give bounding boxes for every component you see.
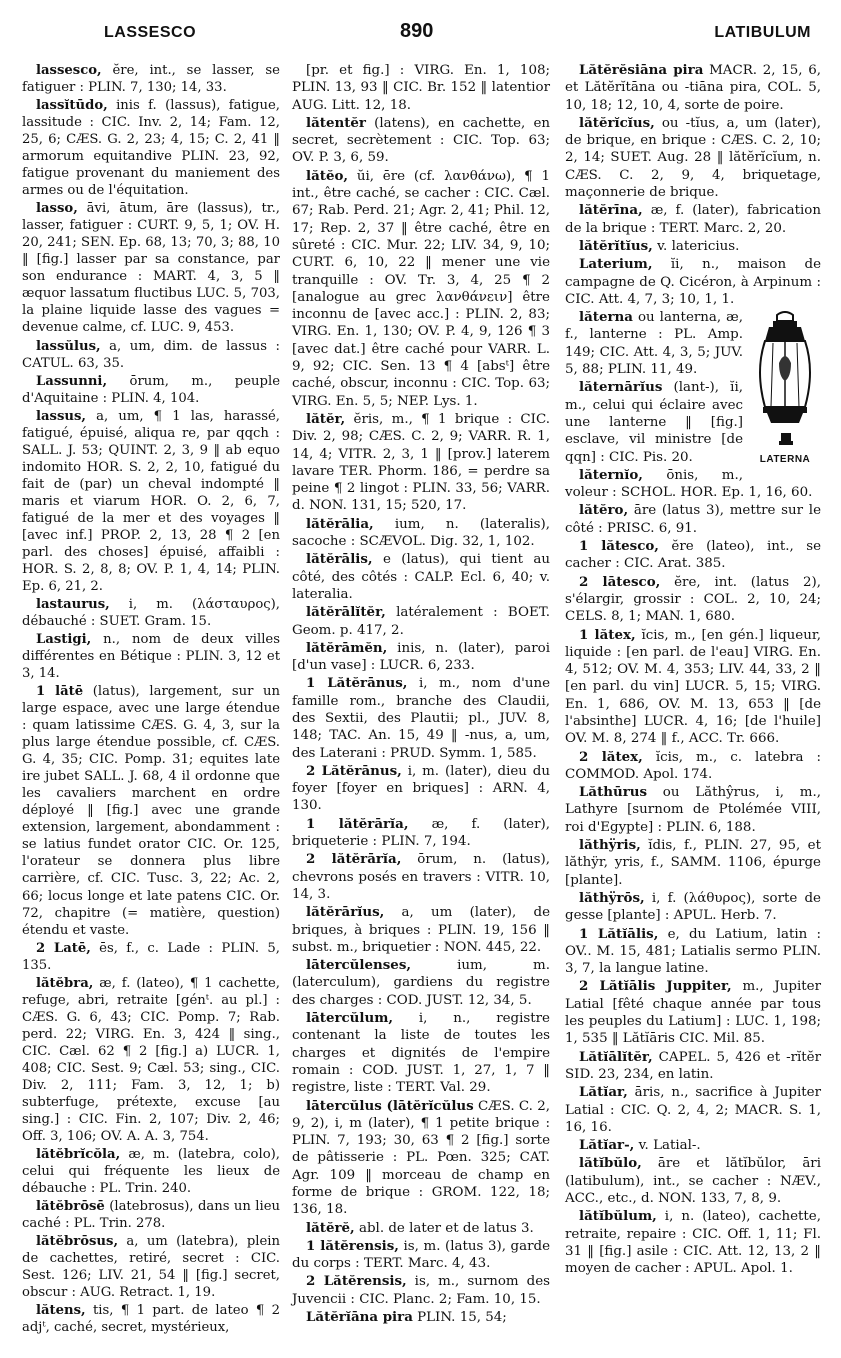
entry-definition: CÆS. C. 2, 9, 2), i, m (later), ¶ 1 petite brique : PLIN. 7, 193; 30, 63 ¶ 2 [fig.] sorte de pâtisserie : PL. Pœn. 325; CAT. Agr. 109 ‖ morceau de champ en forme de brique : GROM. 122, 18; 136, 18.	[292, 1098, 550, 1218]
entry-headword: 2 lātesco,	[579, 573, 661, 590]
dictionary-entry	[22, 200, 280, 336]
dictionary-entry	[565, 1084, 821, 1136]
entry-headword: lăthÿris,	[579, 837, 641, 854]
entry-headword: 1 lătĕrārĭa,	[306, 815, 409, 832]
entry-definition: inis f. (lassus), fatigue, lassitude : CIC. Inv. 2, 14; Fam. 12, 25, 6; CÆS. G. 2, 23; 4, 15; C. 2, 41 ‖ armorum equitandive PLIN. 23, 92, fatigue provenant du maniement des armes ou de l'équitation.	[22, 98, 280, 199]
entry-headword: lătĕrīna,	[579, 202, 643, 219]
dictionary-entry	[292, 516, 550, 551]
dictionary-entry	[22, 408, 280, 595]
entry-headword: lăthÿrōs,	[579, 889, 645, 906]
lantern-illustration	[749, 311, 821, 471]
entry-headword: lastaurus,	[36, 596, 110, 612]
entry-definition: v. latericius.	[652, 238, 740, 254]
entry-definition: a, um (later), de briques, à briques : PLIN. 19, 156 ‖ subst. m., briquetier : NON. 445, 22.	[292, 905, 550, 955]
entry-headword: 1 lătex,	[579, 626, 636, 643]
entry-headword: lătĕrārĭus,	[306, 904, 385, 921]
entry-headword: lătĕro,	[579, 502, 629, 519]
column-3-rest	[565, 538, 821, 1277]
entry-definition: ēs, f., c. Lade : PLIN. 5, 135.	[22, 940, 280, 973]
entry-definition: latéralement : BOET. Geom. p. 417, 2.	[292, 605, 550, 638]
entry-headword: lātercŭlenses,	[306, 957, 412, 974]
entry-headword: Lătĭar-,	[579, 1137, 635, 1154]
entry-definition: is, m. (latus 3), garde du corps : TERT. Marc. 4, 43.	[292, 1238, 551, 1272]
entry-definition: tis, ¶ 1 part. de lateo ¶ 2 adjᵗ, caché, secret, mystérieux,	[22, 1303, 280, 1336]
entry-definition: ĕre (lateo), int., se cacher : CIC. Arat. 385.	[565, 539, 822, 572]
entry-definition: ou -tĭus, a, um (later), de brique, en brique : CÆS. C. 2, 10; 2, 14; SUET. Aug. 28 ‖ lătĕrĭcĭum, n. CÆS. C. 2, 9, 4, briquetage, maçonnerie de brique.	[565, 115, 821, 201]
entry-headword: lātercŭlum,	[306, 1010, 394, 1027]
lantern-icon	[749, 311, 821, 451]
dictionary-entry	[292, 168, 550, 410]
entry-headword: lătĕbrōsus,	[36, 1234, 119, 1250]
entry-definition: a, um (latebra), plein de cachettes, retiré, secret : CIC. Sest. 126; LIV. 21, 54 ‖ [fig.] secret, obscur : AUG. Retract. 1, 19.	[22, 1234, 280, 1301]
header-right-guideword: LATIBULUM	[714, 24, 811, 41]
dictionary-entry	[565, 1155, 821, 1207]
dictionary-entry	[292, 1010, 550, 1096]
dictionary-entry	[292, 904, 550, 956]
dictionary-entry	[22, 940, 280, 974]
dictionary-entry	[292, 1273, 550, 1308]
dictionary-entry	[292, 1238, 550, 1273]
entry-headword: lasso,	[36, 201, 78, 217]
dictionary-entry	[292, 1220, 550, 1237]
dictionary-entry	[565, 502, 821, 537]
entry-definition: v. Latial-.	[634, 1138, 701, 1154]
entry-definition: ĭcis, m., [en gén.] liqueur, liquide : [en parl. de l'eau] VIRG. En. 4, 512; OV. M. 4, 353; LIV. 44, 33, 2 ‖ [en parl. du vin] LUCR. 5, 15; VIRG. En. 1, 686, OV. M. 13, 653 ‖ [de l'absinthe] LUCR. 4, 16; [de l'huile] OV. M. 8, 274 ‖ f., ACC. Tr. 666.	[565, 627, 821, 747]
dictionary-entry	[22, 338, 280, 372]
entry-headword: 1 lātē	[36, 684, 84, 700]
dictionary-entry	[292, 816, 550, 851]
entry-definition: ĕris, m., ¶ 1 brique : CIC. Div. 2, 98; CÆS. C. 2, 9; VARR. R. 1, 14, 4; VITR. 2, 3, 1 ‖ [prov.] laterem lavare TER. Phorm. 186, = perdre sa peine ¶ 2 lingot : PLIN. 33, 56; VARR. d. NON. 131, 15; 520, 17.	[292, 411, 550, 514]
entry-definition: i, n. (lateo), cachette, retraite, repaire : CIC. Off. 1, 11; Fl. 31 ‖ [fig.] asile : CIC. Att. 12, 13, 2 ‖ moyen de cacher : APUL. Apol. 1.	[565, 1209, 821, 1277]
dictionary-entry	[565, 238, 821, 255]
dictionary-entry	[565, 627, 821, 748]
entry-headword: Lătĕrĕsiāna pira	[579, 62, 704, 78]
dictionary-entry	[565, 1049, 821, 1084]
entry-headword: 2 lătĕrārĭa,	[306, 851, 402, 868]
entry-definition: (latens), en cachette, en secret, secrètement : CIC. Top. 63; OV. P. 3, 6, 59.	[292, 115, 550, 166]
entry-headword: 1 lătĕrensis,	[306, 1237, 399, 1254]
entry-definition: ium, m. (laterculum), gardiens du registre des charges : COD. JUST. 12, 34, 5.	[292, 958, 550, 1008]
entry-definition: ĭi, n., maison de campagne de Q. Cicéron, à Arpinum : CIC. Att. 4, 7, 3; 10, 1, 1.	[565, 257, 821, 307]
dictionary-entry	[565, 749, 821, 784]
entry-definition: ĭcis, m., c. latebra : COMMOD. Apol. 174.	[565, 749, 822, 782]
entry-headword: lassesco,	[36, 63, 102, 78]
entry-definition: ōrum, n. (latus), chevrons posés en travers : VITR. 10, 14, 3.	[292, 852, 550, 902]
entry-headword: lassus,	[36, 408, 87, 424]
figure-caption: LATERNA	[759, 454, 811, 466]
dictionary-entry	[292, 1309, 550, 1326]
entry-definition: i, m. (later), dieu du foyer [foyer en briques] : ARN. 4, 130.	[292, 763, 550, 814]
entry-definition: āris, n., sacrifice à Jupiter Latial : CIC. Q. 2, 4, 2; MACR. S. 1, 16, 16.	[565, 1085, 821, 1135]
dictionary-entry	[565, 115, 821, 201]
dictionary-entry	[22, 975, 280, 1145]
entry-definition: æ, f. (later), fabrication de la brique : TERT. Marc. 2, 20.	[565, 203, 821, 236]
dictionary-entry	[292, 411, 550, 515]
dictionary-entry	[22, 62, 280, 96]
entry-headword: lătĭbŭlo,	[579, 1155, 642, 1172]
dictionary-entry	[565, 890, 821, 925]
entry-definition: is, m., surnom des Juvencii : CIC. Planc. 2; Fam. 10, 15.	[292, 1274, 550, 1307]
entry-headword: lătĕbrĭcŏla,	[36, 1146, 121, 1162]
entry-headword: 2 Lătĕrensis,	[306, 1273, 407, 1290]
entry-definition: e (latus), qui tient au côté, des côtés : CALP. Ecl. 6, 40; v. lateralia.	[292, 552, 550, 602]
entry-definition: n., nom de deux villes différentes en Bétique : PLIN. 3, 12 et 3, 14.	[22, 632, 280, 682]
entry-definition: CAPEL. 5, 426 et -rĭtĕr SID. 23, 234, en latin.	[565, 1049, 821, 1082]
entry-definition: ĕre, int., se lasser, se fatiguer : PLIN. 7, 130; 14, 33.	[22, 63, 280, 96]
dictionary-entry	[292, 115, 550, 167]
dictionary-entry	[565, 784, 821, 836]
entry-definition: (latebrosus), dans un lieu caché : PL. Trin. 278.	[22, 1199, 280, 1232]
entry-headword: lătentĕr	[306, 114, 366, 131]
entry-definition: āvi, ātum, āre (lassus), tr., lasser, fatiguer : CURT. 9, 5, 1; OV. H. 20, 241; SEN. Ep. 68, 13; 70, 3; 88, 10 ‖ [fig.] lasser par sa constance, par son endurance : MART. 4, 3, 5 ‖ æquor lassatum fluctibus LUC. 5, 703, la plaine liquide lasse des vagues = devenue calme, cf. LUC. 9, 453.	[22, 201, 280, 336]
entry-headword: Lastigi,	[36, 632, 92, 648]
dictionary-entry	[292, 851, 550, 903]
entry-headword: 2 Lătĕrānus,	[306, 762, 402, 779]
entry-definition: (latus), largement, sur un large espace, avec une large étendue : quam latissime CÆS. G. 4, 3, sur la plus large étendue possible, cf. CÆS. G. 4, 35; CIC. Pomp. 31; equites late ire jubet SALL. J. 68, 4 il ordonne que les cavaliers marchent en ordre déployé ‖ [fig.] avec une grande extension, largement, abondamment : se latius fundet orator CIC. Or. 125, l'orateur se donnera plus libre carrière, cf. CIC. Tusc. 3, 22; Ac. 2, 66; locus longe et late patens CIC. Or. 72, chapitre (= matière, question) étendu et vaste.	[22, 684, 280, 938]
dictionary-entry	[565, 467, 821, 502]
dictionary-entry	[22, 1198, 280, 1232]
entry-headword: lătĕrālia,	[306, 515, 374, 532]
entry-definition: ĭdis, f., PLIN. 27, 95, et lăthÿr, yris, f., SAMM. 1106, épurge [plante].	[565, 838, 821, 888]
dictionary-entry	[565, 837, 821, 889]
column-3	[565, 62, 821, 1278]
dictionary-entry	[565, 574, 821, 626]
dictionary-entry	[22, 1233, 280, 1301]
dictionary-entry	[292, 640, 550, 675]
entry-definition: i, m., nom d'une famille rom., branche des Claudii, des Sextii, des Plautii; pl., JUV. 8, 148; TAC. An. 15, 49 ‖ -nus, a, um, des Laterani : PRUD. Symm. 1, 585.	[292, 676, 550, 761]
entry-headword: lătĕr,	[306, 410, 346, 427]
entry-headword: Lătĭar,	[579, 1084, 628, 1101]
entry-definition: ĕre, int. (latus 2), s'élargir, grossir : COL. 2, 10, 24; CELS. 8, 1; MAN. 1, 680.	[565, 574, 821, 625]
dictionary-entry	[565, 202, 821, 237]
dictionary-entry	[565, 1137, 821, 1154]
entry-definition: MACR. 2, 15, 6, et Lătĕrĭtāna ou -tiāna pira, COL. 5, 10, 18; 12, 10, 4, sorte de poire.	[565, 63, 821, 113]
column-2	[292, 62, 550, 1327]
dictionary-entry	[22, 1146, 280, 1197]
dictionary-entry	[292, 675, 550, 761]
entry-headword: 1 lătesco,	[579, 538, 659, 555]
page-header	[0, 20, 841, 52]
entry-headword: lătĕrĭtĭus,	[579, 237, 653, 254]
entry-headword: 2 lătex,	[579, 748, 643, 765]
entry-headword: lătĕrĭcĭus,	[579, 114, 655, 131]
entry-definition: [pr. et fig.] : VIRG. En. 1, 108; PLIN. 13, 93 ‖ CIC. Br. 152 ‖ latentior AUG. Litt. 12, 18.	[292, 63, 550, 113]
entry-definition: ium, n. (lateralis), sacoche : SCÆVOL. Dig. 32, 1, 102.	[292, 516, 550, 550]
entry-headword: lassĭtūdo,	[36, 98, 108, 114]
entry-definition: m., Jupiter Latial [fêté chaque année par tous les peuples du Latium] : LUC. 1, 198; 1, 535 ‖ Lătĭāris CIC. Mil. 85.	[565, 979, 821, 1047]
entry-headword: lātercŭlus (lātĕrĭcŭlus	[306, 1097, 474, 1114]
dictionary-entry	[22, 596, 280, 630]
entry-headword: 2 Latē,	[36, 940, 91, 956]
page-number: 890	[400, 20, 434, 42]
entry-headword: lăterna	[579, 309, 633, 326]
entry-headword: lătĕrālĭtĕr,	[306, 604, 386, 621]
entry-definition: a, um, dim. de lassus : CATUL. 63, 35.	[22, 338, 280, 371]
entry-definition: ou Lăthŷrus, i, m., Lathyre [surnom de Ptolémée VIII, roi d'Egypte] : PLIN. 6, 188.	[565, 785, 821, 835]
entry-definition: æ, f. (lateo), ¶ 1 cachette, refuge, abri, retraite [génᵗ. au pl.] : CÆS. G. 6, 43; CIC. Pomp. 7; Rab. perd. 22; VIRG. En. 3, 424 ‖ sing., CIC. Cæl. 62 ¶ 2 [fig.] a) LUCR. 1, 408; CIC. Sest. 9; Cæl. 53; sing., CIC. Div. 2, 111; Fam. 3, 12, 1; b) subterfuge, prétexte, excuse [au sing.] : CIC. Fin. 2, 107; Div. 2, 46; Off. 3, 106; OV. A. A. 3, 754.	[22, 975, 280, 1144]
dictionary-entry	[292, 957, 550, 1009]
dictionary-entry	[292, 763, 550, 815]
dictionary-entry	[565, 1208, 821, 1277]
entry-headword: Lătĕrĭāna pira	[306, 1309, 413, 1326]
dictionary-entry	[22, 373, 280, 407]
dictionary-entry	[22, 631, 280, 682]
entry-headword: lătĭbŭlum,	[579, 1208, 657, 1225]
dictionary-entry	[292, 1098, 550, 1219]
entry-definition: a, um, ¶ 1 las, harassé, fatigué, épuisé, aliqua re, par qqch : SALL. J. 53; QUINT. 2, 3, 9 ‖ ab equo indomito HOR. S. 2, 2, 10, fatigué du fait de (par) un cheval indompté ‖ maris et viarum HOR. O. 2, 6, 7, fatigué de la mer et des voyages ‖ [avec inf.] PROP. 2, 13, 28 ¶ 2 [en parl. des choses] épuisé, affaibli : HOR. S. 2, 8, 8; OV. P. 1, 4, 14; PLIN. Ep. 6, 21, 2.	[22, 408, 280, 594]
dictionary-entry	[565, 538, 821, 573]
entry-definition: āre et lătĭbŭlor, āri (latibulum), int., se cacher : NÆV., ACC., etc., d. NON. 133, 7, 8, 9.	[565, 1156, 821, 1206]
entry-definition: āre (latus 3), mettre sur le côté : PRISC. 6, 91.	[565, 503, 821, 536]
entry-headword: lassŭlus,	[36, 338, 101, 354]
entry-definition: ōrum, m., peuple d'Aquitaine : PLIN. 4, 104.	[22, 373, 280, 406]
entry-headword: 1 Lătĕrānus,	[306, 675, 408, 692]
entry-headword: lătĕbrōsē	[36, 1199, 105, 1215]
entry-headword: Laterium,	[579, 256, 653, 273]
dictionary-entry	[565, 978, 821, 1047]
entry-definition: ou lanterna, æ, f., lanterne : PL. Amp. 149; CIC. Att. 4, 3, 5; JUV. 5, 88; PLIN. 11, 49.	[565, 310, 743, 378]
entry-headword: Lătĭālĭtĕr,	[579, 1048, 653, 1065]
dictionary-entry	[565, 62, 821, 114]
dictionary-entry	[565, 926, 821, 978]
entry-headword: lăternĭo,	[579, 466, 643, 483]
entry-headword: 1 Lătĭālis,	[579, 925, 659, 942]
entry-headword: Lăthūrus	[579, 784, 648, 801]
entry-headword: lătĕo,	[306, 167, 349, 184]
dictionary-entry	[22, 1302, 280, 1336]
dictionary-entry	[22, 97, 280, 199]
entry-definition: ŭi, ēre (cf. λανθάνω), ¶ 1 int., être caché, se cacher : CIC. Cæl. 67; Rab. Perd. 21; Agr. 2, 41; Phil. 12, 17; Rep. 2, 37 ‖ être caché, être en sûreté : CIC. Mur. 22; LIV. 34, 9, 10; CURT. 6, 10, 22 ‖ mener une vie tranquille : OV. Tr. 3, 4, 25 ¶ 2 [analogue au grec λανθάνειν] être inconnu de [avec acc.] : PLIN. 2, 83; VIRG. En. 1, 130; OV. P. 4, 9, 126 ¶ 3 [avec dat.] être caché pour VARR. L. 9, 92; CIC. Sen. 13 ¶ 4 [absᵗ] être caché, obscur, inconnu : CIC. Top. 63; VIRG. En. 5, 5; NEP. Lys. 1.	[292, 168, 550, 409]
entry-definition: æ, m. (latebra, colo), celui qui fréquente les lieux de débauche : PL. Trin. 240.	[22, 1146, 280, 1197]
entry-definition: e, du Latium, latin : OV.. M. 15, 481; Latialis sermo PLIN. 3, 7, la langue latine.	[565, 926, 821, 977]
entry-definition: ōnis, m., voleur : SCHOL. HOR. Ep. 1, 16, 60.	[565, 467, 813, 501]
column-3-top	[565, 62, 821, 308]
entry-headword: lătĕbra,	[36, 975, 94, 991]
entry-headword: lătĕrālis,	[306, 551, 373, 568]
entry-headword: lătĕrāmĕn,	[306, 639, 388, 656]
dictionary-entry	[292, 604, 550, 639]
dictionary-entry	[292, 551, 550, 603]
column-1	[22, 62, 280, 1337]
entry-definition: æ, f. (later), briqueterie : PLIN. 7, 194.	[292, 816, 550, 850]
dictionary-entry	[22, 683, 280, 938]
entry-definition: (lant-), ĭi, m., celui qui éclaire avec une lanterne ‖ [fig.] esclave, vil ministre [de qqn] : CIC. Pis. 20.	[565, 380, 743, 465]
entry-definition: i, m. (λάσταυρος), débauché : SUET. Gram. 15.	[22, 596, 280, 629]
entry-definition: i, f. (λάθυρος), sorte de gesse [plante] : APUL. Herb. 7.	[565, 890, 821, 924]
header-left-guideword: LASSESCO	[104, 24, 197, 41]
entry-headword: lătĕrĕ,	[306, 1219, 355, 1236]
entry-definition: PLIN. 15, 54;	[412, 1310, 507, 1326]
entry-definition: abl. de later et de latus 3.	[354, 1220, 534, 1236]
entry-headword: Lassunni,	[36, 373, 108, 389]
dictionary-entry	[565, 256, 821, 308]
entry-headword: lătens,	[36, 1303, 86, 1319]
entry-headword: 2 Lătĭālis Juppiter,	[579, 978, 732, 995]
entry-definition: i, n., registre contenant la liste de toutes les charges et dignités de l'empire romain : COD. JUST. 1, 27, 1, 7 ‖ registre, liste : TERT. Val. 29.	[292, 1011, 550, 1096]
entry-definition: inis, n. (later), paroi [d'un vase] : LUCR. 6, 233.	[292, 640, 550, 674]
entry-headword: lăternārĭus	[579, 379, 663, 396]
dictionary-entry	[292, 62, 550, 114]
